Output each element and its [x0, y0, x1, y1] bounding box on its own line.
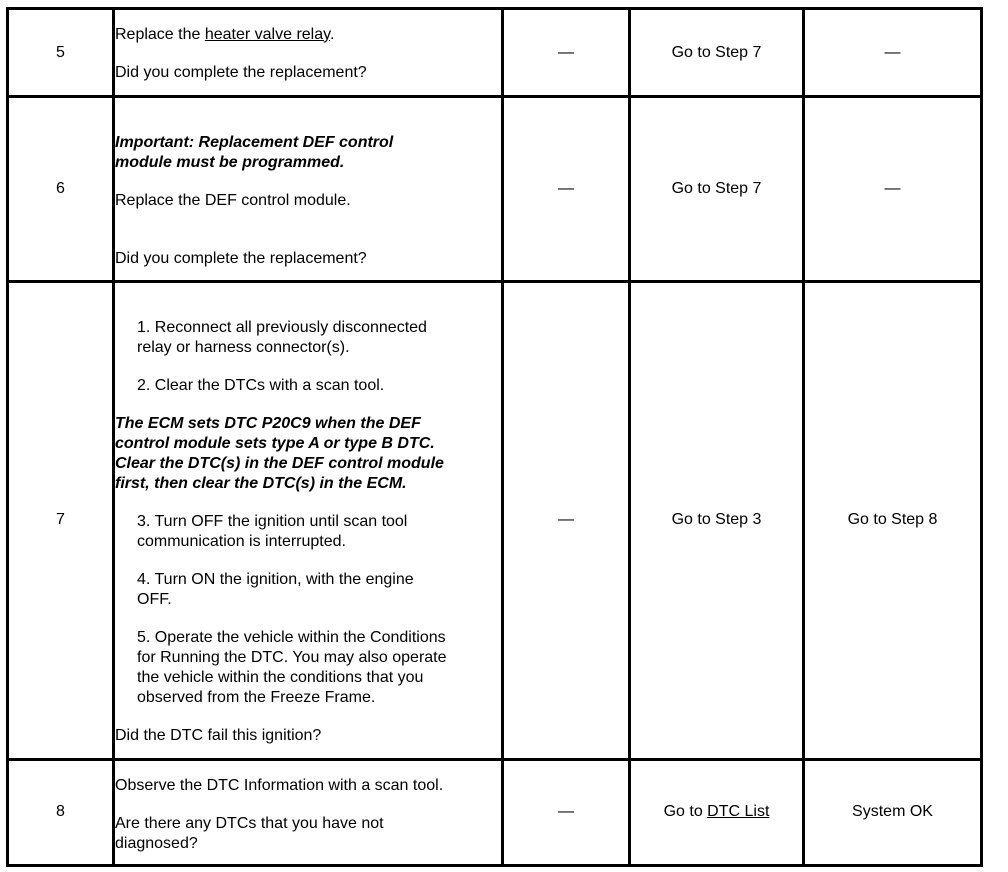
- important-note: Important: Replacement DEF control module must be programmed.: [115, 133, 394, 171]
- list-item-2: 2. Clear the DTCs with a scan tool.: [137, 377, 385, 395]
- step-action: [114, 759, 503, 865]
- step-row-8: [8, 759, 982, 865]
- step-value: —: [503, 9, 630, 97]
- step-row-5: [8, 9, 982, 97]
- list-item-5: 5. Operate the vehicle within the Conditions for Running the DTC. You may also operate the vehicle within the conditions that you observed from the Freeze Frame.: [137, 629, 447, 707]
- step-no-result: —: [804, 97, 982, 282]
- step-no-result: Go to Step 8: [804, 281, 982, 759]
- step-number: 8: [8, 759, 114, 865]
- list-item-3: 3. Turn OFF the ignition until scan tool communication is interrupted.: [137, 513, 408, 551]
- list-item-1: 1. Reconnect all previously disconnected relay or harness connector(s).: [137, 319, 427, 357]
- action-question: Did the DTC fail this ignition?: [115, 727, 322, 745]
- step-number: 7: [8, 281, 114, 759]
- step-number: 5: [8, 9, 114, 97]
- step-no-result: —: [804, 9, 982, 97]
- action-text: Replace the DEF control module.: [115, 191, 351, 209]
- action-question: Did you complete the replacement?: [115, 63, 367, 81]
- heater-valve-relay-link[interactable]: heater valve relay: [204, 25, 330, 43]
- list-item-4: 4. Turn ON the ignition, with the engine OFF.: [137, 571, 414, 609]
- action-question: Did you complete the replacement?: [115, 249, 367, 267]
- step-number: 6: [8, 97, 114, 282]
- step-no-result: System OK: [804, 759, 982, 865]
- action-text: Replace the heater valve relay.: [115, 25, 335, 43]
- dtc-list-link[interactable]: DTC List: [707, 803, 770, 821]
- step-action: [114, 281, 503, 759]
- step-action: [114, 9, 503, 97]
- step-value: —: [503, 97, 630, 282]
- action-question: Are there any DTCs that you have not diagnosed?: [115, 814, 384, 852]
- step-row-6: [8, 97, 982, 282]
- step-yes-result: Go to Step 3: [630, 281, 804, 759]
- action-text: Observe the DTC Information with a scan tool.: [115, 776, 444, 794]
- diagnostic-steps-table: [6, 7, 983, 867]
- step-value: —: [503, 281, 630, 759]
- step-row-7: [8, 281, 982, 759]
- ecm-note: The ECM sets DTC P20C9 when the DEF control module sets type A or type B DTC. Clear the DTC(s) in the DEF control module first, then clear the DTC(s) in the ECM.: [115, 415, 444, 493]
- step-yes-result: Go to DTC List: [630, 759, 804, 865]
- step-action: [114, 97, 503, 282]
- step-value: —: [503, 759, 630, 865]
- step-yes-result: Go to Step 7: [630, 9, 804, 97]
- step-yes-result: Go to Step 7: [630, 97, 804, 282]
